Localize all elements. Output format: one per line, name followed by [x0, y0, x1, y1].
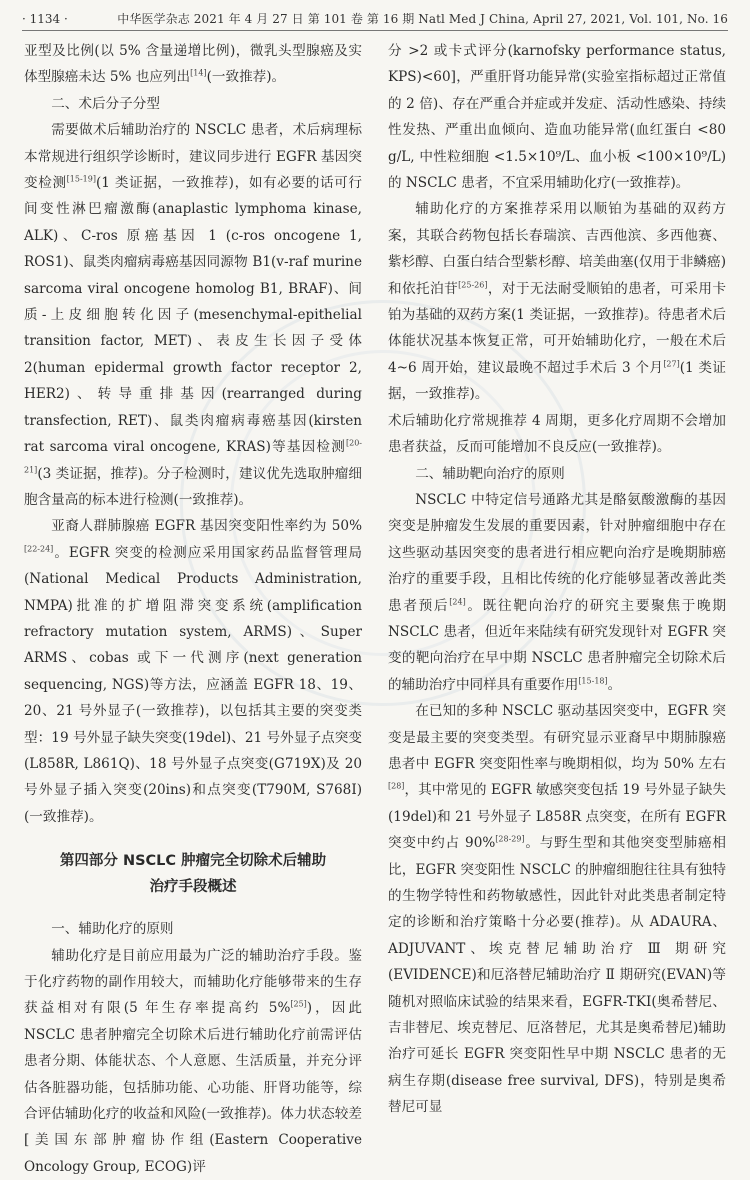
citation-ref[interactable]: [25-26]: [458, 280, 488, 290]
paragraph: 辅助化疗是目前应用最为广泛的辅助治疗手段。鉴于化疗药物的副作用较大，而辅助化疗能够带来的生存获益相对有限(5 年生存率提高约 5%[25])，因此 NSCLC 患者肿瘤完全切除术后进行辅助化疗前需评估患者分期、体能状态、个人意愿、生活质量，并充分评估各脏器功能，包括肺功能、心功能、肝肾功能等，综合评估辅助化疗的收益和风险(一致推荐)。体力状态较差[美国东部肿瘤协作组(Eastern Cooperative Oncology Group, ECOG)评: [24, 947, 362, 1175]
paragraph: 需要做术后辅助治疗的 NSCLC 患者，术后病理标本常规进行组织学诊断时，建议同步进行 EGFR 基因突变检测[15-19](1 类证据，一致推荐)，如有必要的话可行间变性淋巴瘤激酶(anaplastic lymphoma kinase, ALK)、C-ros 原癌基因 1 (c-ros oncogene 1, ROS1)、鼠类肉瘤病毒癌基因同源物 B1(v-raf murine sarcoma viral oncogene homolog B1, BRAF)、间质-上皮细胞转化因子(mesenchymal-epithelial transition factor, MET)、表皮生长因子受体 2(human epidermal growth factor receptor 2, HER2)、转导重排基因(rearranged during transfection, RET)、鼠类肉瘤病毒癌基因(kirsten rat sarcoma viral oncogene, KRAS)等基因检测[20-21](3 类证据，推荐)。分子检测时，建议优先选取肿瘤细胞含量高的标本进行检测(一致推荐)。: [24, 122, 362, 508]
paragraph: 术后辅助化疗常规推荐 4 周期，更多化疗周期不会增加患者获益，反而可能增加不良反应(一致推荐)。: [388, 412, 726, 456]
citation-ref[interactable]: [24]: [449, 597, 466, 606]
section-heading: 一、辅助化疗的原则: [51, 921, 174, 938]
citation-ref[interactable]: [22-24]: [24, 544, 54, 554]
part-heading: [24, 848, 362, 900]
citation-ref[interactable]: [15-18]: [578, 676, 608, 686]
citation-ref[interactable]: [20-21]: [24, 438, 362, 474]
paragraph: 在已知的多种 NSCLC 驱动基因突变中，EGFR 突变是最主要的突变类型。有研究显示亚裔早中期肺腺癌患者中 EGFR 突变阳性率与晚期相似，均为 50% 左右[28]，其中常见的 EGFR 敏感突变包括 19 号外显子缺失(19del)和 21 号外显子 L858R 点突变，在所有 EGFR 突变中约占 90%[28-29]。与野生型和其他突变型肺癌相比，EGFR 突变阳性 NSCLC 的肿瘤细胞往往具有独特的生物学特性和药物敏感性，因此针对此类患者制定特定的诊断和治疗策略十分必要(推荐)。从 ADAURA、ADJUVANT、埃克替尼辅助治疗 Ⅲ 期研究(EVIDENCE)和厄洛替尼辅助治疗 Ⅱ 期研究(EVAN)等随机对照临床试验的结果来看，EGFR-TKI(奥希替尼、吉非替尼、埃克替尼、厄洛替尼，尤其是奥希替尼)辅助治疗可延长 EGFR 突变阳性早中期 NSCLC 患者的无病生存期(disease free survival, DFS)，特别是奥希替尼可显: [388, 703, 726, 1116]
citation-ref[interactable]: [27]: [663, 359, 680, 369]
paragraph: 分 >2 或卡式评分(karnofsky performance status, KPS)<60]，严重肝肾功能异常(实验室指标超过正常值的 2 倍)、存在严重合并症或并发症、活动性感染、持续性发热、严重出血倾向、造血功能异常(血红蛋白 <80 g/L, 中性粒细胞 <1.5×10⁹/L、血小板 <100×10⁹/L)的 NSCLC 患者，不宜采用辅助化疗(一致推荐)。: [388, 43, 726, 192]
paragraph: 亚裔人群肺腺癌 EGFR 基因突变阳性率约为 50%[22-24]。EGFR 突变的检测应采用国家药品监督管理局(National Medical Products Administration, NMPA)批准的扩增阻滞突变系统(amplification refractory mutation system, ARMS)、Super ARMS、cobas 或下一代测序(next generation sequencing, NGS)等方法，应涵盖 EGFR 18、19、20、21 号外显子(一致推荐)，以包括其主要的突变类型：19 号外显子缺失突变(19del)、21 号外显子点突变(L858R, L861Q)、18 号外显子点突变(G719X)及 20 号外显子插入突变(20ins)和点突变(T790M, S768I)(一致推荐)。: [24, 518, 362, 825]
section-heading: 二、辅助靶向治疗的原则: [415, 465, 565, 482]
journal-citation: 中华医学杂志 2021 年 4 月 27 日 第 101 卷 第 16 期 Natl Med J China, April 27, 2021, Vol. 101, No. 16: [117, 12, 728, 26]
section-heading: 二、术后分子分型: [51, 95, 160, 112]
left-column: [24, 38, 362, 1175]
paragraph: 辅助化疗的方案推荐采用以顺铂为基础的双药方案，其联合药物包括长春瑞滨、吉西他滨、多西他赛、紫杉醇、白蛋白结合型紫杉醇、培美曲塞(仅用于非鳞癌)和依托泊苷[25-26]，对于无法耐受顺铂的患者，可采用卡铂为基础的双药方案(1 类证据，一致推荐)。待患者术后体能状况基本恢复正常，可开始辅助化疗，一般在术后 4~6 周开始，建议最晚不超过手术后 3 个月[27](1 类证据，一致推荐)。: [388, 201, 726, 403]
part-heading-line: 治疗手段概述: [149, 879, 237, 896]
citation-ref[interactable]: [14]: [190, 68, 207, 78]
running-header: [22, 8, 728, 31]
page-number: · 1134 ·: [22, 12, 68, 26]
part-heading-line: 第四部分 NSCLC 肿瘤完全切除术后辅助: [59, 853, 327, 870]
citation-ref[interactable]: [28]: [388, 781, 405, 791]
paragraph: NSCLC 中特定信号通路尤其是酪氨酸激酶的基因突变是肿瘤发生发展的重要因素，针对肿瘤细胞中存在这些驱动基因突变的患者进行相应靶向治疗是晚期肺癌治疗的重要手段，且相比传统的化疗能够显著改善此类患者预后[24]。既往靶向治疗的研究主要聚焦于晚期 NSCLC 患者，但近年来陆续有研究发现针对 EGFR 突变的靶向治疗在早中期 NSCLC 患者肿瘤完全切除术后的辅助治疗中同样具有重要作用[15-18]。: [388, 491, 727, 693]
citation-ref[interactable]: [28-29]: [495, 834, 525, 844]
paragraph: 亚型及比例(以 5% 含量递增比例)，微乳头型腺癌及实体型腺癌未达 5% 也应列出[14](一致推荐)。: [24, 43, 362, 86]
citation-ref[interactable]: [25]: [290, 999, 307, 1009]
citation-ref[interactable]: [15-19]: [66, 174, 96, 184]
right-column: [388, 38, 727, 1116]
